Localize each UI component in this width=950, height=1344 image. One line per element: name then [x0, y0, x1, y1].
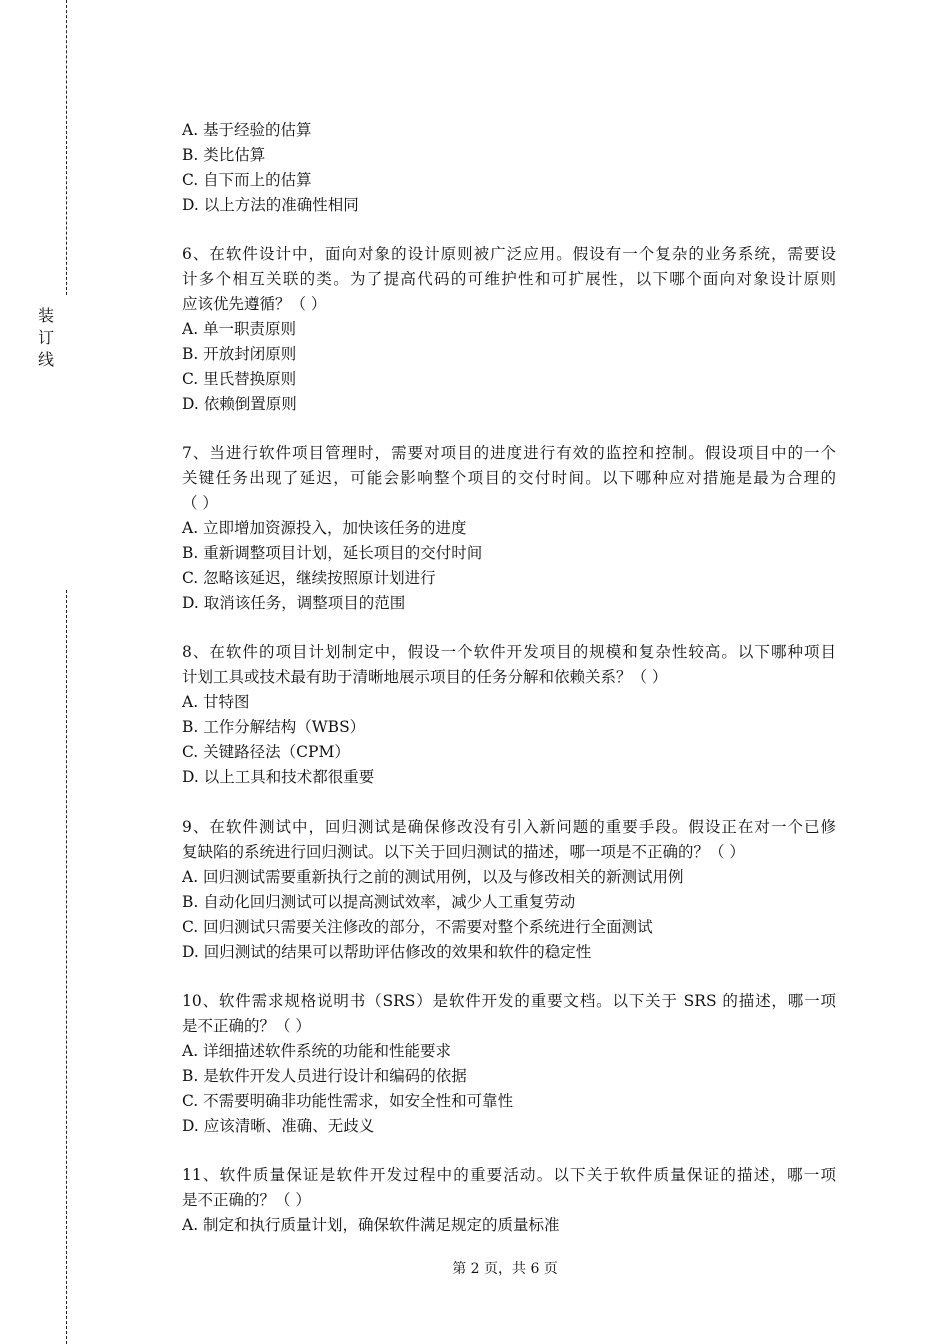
answer-option: A. 详细描述软件系统的功能和性能要求 — [182, 1042, 452, 1060]
question-text: 复缺陷的系统进行回归测试。以下关于回归测试的描述，哪一项是不正确的？（ ） — [182, 843, 745, 861]
answer-option: A. 甘特图 — [182, 693, 250, 711]
question-text: （ ） — [182, 494, 218, 512]
question-text: 计多个相互关联的类。为了提高代码的可维护性和可扩展性，以下哪个面向对象设计原则 — [182, 270, 836, 288]
answer-option: C. 忽略该延迟，继续按照原计划进行 — [182, 569, 436, 587]
binding-line-bottom — [66, 590, 67, 1344]
answer-option: A. 制定和执行质量计划，确保软件满足规定的质量标准 — [182, 1216, 560, 1234]
answer-option: C. 关键路径法（CPM） — [182, 743, 350, 761]
question-block — [182, 989, 836, 1139]
question-text: 计划工具或技术最有助于清晰地展示项目的任务分解和依赖关系？（ ） — [182, 668, 668, 686]
page-footer: 第 2 页，共 6 页 — [452, 1261, 558, 1277]
question-block — [182, 1163, 836, 1238]
answer-option: A. 基于经验的估算 — [182, 121, 312, 139]
answer-option: D. 依赖倒置原则 — [182, 395, 297, 413]
answer-option: B. 工作分解结构（WBS） — [182, 718, 366, 736]
question-text: 11、软件质量保证是软件开发过程中的重要活动。以下关于软件质量保证的描述，哪一项 — [182, 1166, 836, 1184]
answer-option: B. 是软件开发人员进行设计和编码的依据 — [182, 1067, 467, 1085]
question-text: 7、当进行软件项目管理时，需要对项目的进度进行有效的监控和控制。假设项目中的一个 — [182, 444, 836, 462]
question-text: 应该优先遵循？（ ） — [182, 295, 327, 313]
answer-option: B. 类比估算 — [182, 146, 266, 164]
answer-option: C. 不需要明确非功能性需求，如安全性和可靠性 — [182, 1092, 514, 1110]
question-block — [182, 640, 836, 790]
answer-option: A. 立即增加资源投入，加快该任务的进度 — [182, 519, 467, 537]
answer-option: B. 自动化回归测试可以提高测试效率，减少人工重复劳动 — [182, 893, 576, 911]
answer-option: B. 开放封闭原则 — [182, 345, 297, 363]
answer-option: D. 以上工具和技术都很重要 — [182, 768, 375, 786]
answer-option: D. 取消该任务，调整项目的范围 — [182, 594, 406, 612]
answer-option: C. 里氏替换原则 — [182, 370, 297, 388]
question-text: 是不正确的？（ ） — [182, 1017, 311, 1035]
question-block — [182, 118, 836, 218]
answer-option: A. 单一职责原则 — [182, 320, 297, 338]
answer-option: D. 回归测试的结果可以帮助评估修改的效果和软件的稳定性 — [182, 943, 592, 961]
question-block — [182, 815, 836, 965]
question-block — [182, 242, 836, 417]
question-text: 关键任务出现了延迟，可能会影响整个项目的交付时间。以下哪种应对措施是最为合理的 — [182, 469, 836, 487]
answer-option: D. 应该清晰、准确、无歧义 — [182, 1117, 375, 1135]
answer-option: D. 以上方法的准确性相同 — [182, 196, 359, 214]
question-text: 8、在软件的项目计划制定中，假设一个软件开发项目的规模和复杂性较高。以下哪种项目 — [182, 643, 836, 661]
answer-option: B. 重新调整项目计划，延长项目的交付时间 — [182, 544, 483, 562]
question-text: 10、软件需求规格说明书（SRS）是软件开发的重要文档。以下关于 SRS 的描述，哪一项 — [182, 992, 836, 1010]
question-block — [182, 441, 836, 616]
answer-option: C. 回归测试只需要关注修改的部分，不需要对整个系统进行全面测试 — [182, 918, 653, 936]
binding-label: 装订线 — [38, 306, 55, 369]
question-text: 9、在软件测试中，回归测试是确保修改没有引入新问题的重要手段。假设正在对一个已修 — [182, 818, 836, 836]
question-text: 6、在软件设计中，面向对象的设计原则被广泛应用。假设有一个复杂的业务系统，需要设 — [182, 245, 836, 263]
binding-line-top — [66, 0, 67, 295]
answer-option: C. 自下而上的估算 — [182, 171, 312, 189]
answer-option: A. 回归测试需要重新执行之前的测试用例，以及与修改相关的新测试用例 — [182, 868, 684, 886]
question-text: 是不正确的？（ ） — [182, 1191, 311, 1209]
